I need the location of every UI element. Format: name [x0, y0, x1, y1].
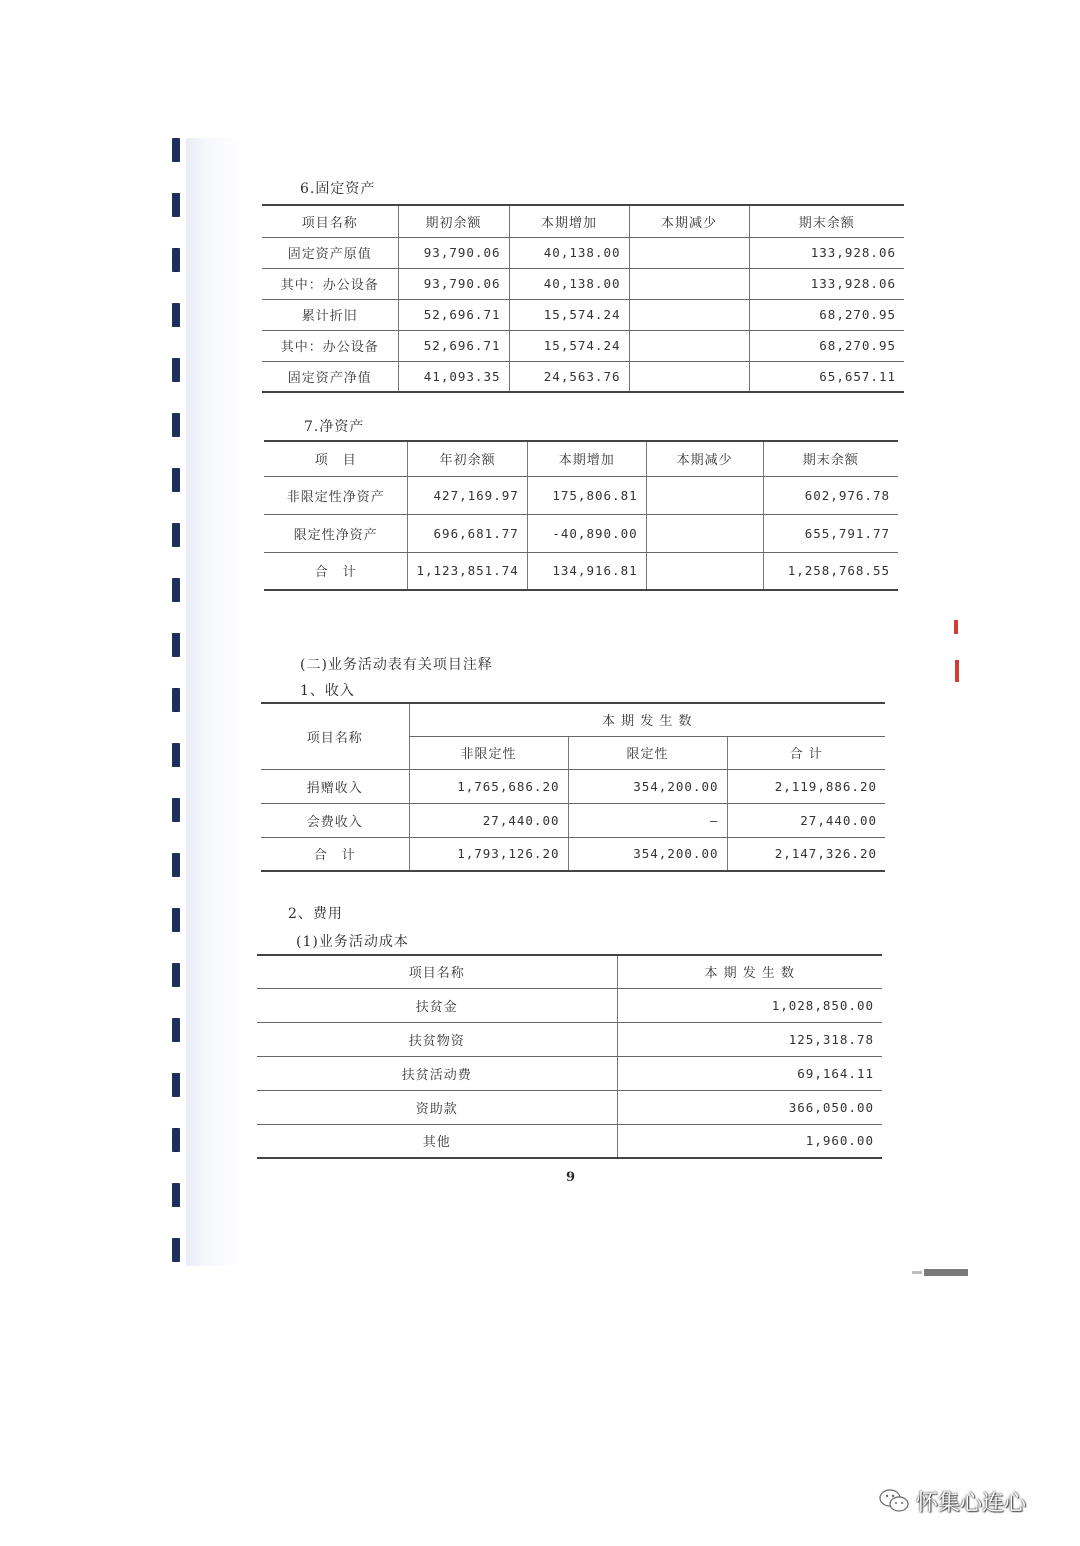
row-label: 捐赠收入 — [261, 769, 409, 803]
cell-value: 175,806.81 — [527, 476, 646, 514]
row-label: 合 计 — [264, 552, 408, 590]
cell-value: 40,138.00 — [509, 268, 629, 299]
cell-value: 133,928.06 — [749, 237, 904, 268]
row-label: 其他 — [257, 1124, 617, 1158]
cell-value: 68,270.95 — [749, 330, 904, 361]
cell-value: 40,138.00 — [509, 237, 629, 268]
binding-hole — [172, 1018, 180, 1042]
binding-strip — [170, 138, 184, 1266]
row-label: 资助款 — [257, 1090, 617, 1124]
cell-value: 696,681.77 — [408, 514, 527, 552]
binding-hole — [172, 248, 180, 272]
col-header: 本 期 发 生 数 — [617, 955, 882, 988]
binding-hole — [172, 138, 180, 162]
binding-hole — [172, 908, 180, 932]
binding-hole — [172, 963, 180, 987]
binding-hole — [172, 523, 180, 547]
table-row — [261, 837, 885, 871]
table-row — [257, 1022, 882, 1056]
cell-value: 1,123,851.74 — [408, 552, 527, 590]
cell-value — [629, 237, 749, 268]
cell-value: 69,164.11 — [617, 1056, 882, 1090]
table-row — [257, 988, 882, 1022]
table-row — [262, 330, 904, 361]
binding-hole — [172, 853, 180, 877]
cell-value: 655,791.77 — [763, 514, 898, 552]
table-row — [257, 1090, 882, 1124]
row-label: 非限定性净资产 — [264, 476, 408, 514]
table-header-row — [261, 703, 885, 736]
cell-value: 366,050.00 — [617, 1090, 882, 1124]
binding-hole — [172, 688, 180, 712]
cell-value: 52,696.71 — [398, 330, 509, 361]
cell-value: 602,976.78 — [763, 476, 898, 514]
cell-value: 15,574.24 — [509, 330, 629, 361]
cell-value: 133,928.06 — [749, 268, 904, 299]
table-row — [257, 1124, 882, 1158]
binding-hole — [172, 633, 180, 657]
seal-fragment — [955, 660, 959, 682]
page-number: 9 — [566, 1170, 576, 1185]
row-label: 扶贫活动费 — [257, 1056, 617, 1090]
cell-value: 93,790.06 — [398, 268, 509, 299]
cell-value: 27,440.00 — [409, 803, 568, 837]
table-row — [264, 514, 898, 552]
binding-hole — [172, 578, 180, 602]
cell-value: 1,793,126.20 — [409, 837, 568, 871]
scan-artifact — [924, 1269, 968, 1276]
binding-hole — [172, 413, 180, 437]
col-header: 本期增加 — [509, 205, 629, 237]
cell-value — [646, 514, 763, 552]
net-assets-table — [264, 440, 898, 591]
col-header: 限定性 — [568, 736, 727, 769]
binding-hole — [172, 303, 180, 327]
cell-value: 125,318.78 — [617, 1022, 882, 1056]
row-label: 合 计 — [261, 837, 409, 871]
cell-value — [646, 476, 763, 514]
col-header: 年初余额 — [408, 441, 527, 476]
table-header-row — [262, 205, 904, 237]
col-header: 本期增加 — [527, 441, 646, 476]
col-header: 期初余额 — [398, 205, 509, 237]
watermark-text: 怀集心连心 — [916, 1490, 1027, 1516]
scan-artifact — [912, 1271, 922, 1274]
cell-value: 354,200.00 — [568, 837, 727, 871]
table-row — [261, 803, 885, 837]
fixed-assets-table — [262, 204, 904, 393]
binding-hole — [172, 468, 180, 492]
cell-value: 68,270.95 — [749, 299, 904, 330]
table-row — [262, 299, 904, 330]
expense-subtitle: (1)业务活动成本 — [296, 934, 409, 950]
row-label: 其中：办公设备 — [262, 330, 398, 361]
cell-value: 2,119,886.20 — [727, 769, 885, 803]
cell-value: 27,440.00 — [727, 803, 885, 837]
binding-hole — [172, 1128, 180, 1152]
col-header: 期末余额 — [763, 441, 898, 476]
cell-value: 93,790.06 — [398, 237, 509, 268]
cell-value: 41,093.35 — [398, 361, 509, 392]
cell-value: 427,169.97 — [408, 476, 527, 514]
wechat-icon — [878, 1487, 910, 1515]
cell-value: 1,960.00 — [617, 1124, 882, 1158]
binding-hole — [172, 743, 180, 767]
table-row — [262, 361, 904, 392]
cell-value: -40,890.00 — [527, 514, 646, 552]
col-header: 项目名称 — [257, 955, 617, 988]
cell-value — [629, 330, 749, 361]
cell-value: 1,765,686.20 — [409, 769, 568, 803]
binding-hole — [172, 798, 180, 822]
cell-value — [646, 552, 763, 590]
section-title-fixed-assets: 6.固定资产 — [300, 181, 376, 197]
cell-value: 15,574.24 — [509, 299, 629, 330]
cell-value: – — [568, 803, 727, 837]
expense-title: 2、费用 — [288, 906, 343, 922]
row-label: 累计折旧 — [262, 299, 398, 330]
col-header: 期末余额 — [749, 205, 904, 237]
table-row — [261, 769, 885, 803]
row-label: 限定性净资产 — [264, 514, 408, 552]
table-header-row — [264, 441, 898, 476]
row-label: 其中：办公设备 — [262, 268, 398, 299]
col-header: 项目名称 — [262, 205, 398, 237]
cell-value: 354,200.00 — [568, 769, 727, 803]
col-header: 非限定性 — [409, 736, 568, 769]
table-row — [264, 476, 898, 514]
row-label: 会费收入 — [261, 803, 409, 837]
table-header-row — [257, 955, 882, 988]
binding-hole — [172, 193, 180, 217]
table-row — [264, 552, 898, 590]
cell-value — [629, 361, 749, 392]
cell-value: 1,028,850.00 — [617, 988, 882, 1022]
activity-cost-table — [257, 954, 882, 1159]
col-header: 合 计 — [727, 736, 885, 769]
row-label: 扶贫金 — [257, 988, 617, 1022]
table-row — [262, 237, 904, 268]
cell-value: 65,657.11 — [749, 361, 904, 392]
cell-value: 24,563.76 — [509, 361, 629, 392]
income-title: 1、收入 — [300, 683, 355, 699]
col-header: 项目名称 — [261, 703, 409, 769]
row-label: 固定资产原值 — [262, 237, 398, 268]
cell-value: 1,258,768.55 — [763, 552, 898, 590]
watermark — [878, 1486, 1026, 1516]
col-header: 项 目 — [264, 441, 408, 476]
table-row — [257, 1056, 882, 1090]
cell-value — [629, 268, 749, 299]
row-label: 固定资产净值 — [262, 361, 398, 392]
section-title-net-assets: 7.净资产 — [304, 419, 365, 435]
binding-hole — [172, 358, 180, 382]
col-header: 本期减少 — [629, 205, 749, 237]
cell-value — [629, 299, 749, 330]
income-table — [261, 702, 885, 872]
cell-value: 52,696.71 — [398, 299, 509, 330]
binding-hole — [172, 1238, 180, 1262]
seal-fragment — [954, 620, 958, 634]
col-header: 本期减少 — [646, 441, 763, 476]
part2-title: (二)业务活动表有关项目注释 — [300, 657, 493, 673]
binding-hole — [172, 1183, 180, 1207]
cell-value: 2,147,326.20 — [727, 837, 885, 871]
binding-hole — [172, 1073, 180, 1097]
col-group-header: 本 期 发 生 数 — [409, 703, 885, 736]
cell-value: 134,916.81 — [527, 552, 646, 590]
table-row — [262, 268, 904, 299]
row-label: 扶贫物资 — [257, 1022, 617, 1056]
